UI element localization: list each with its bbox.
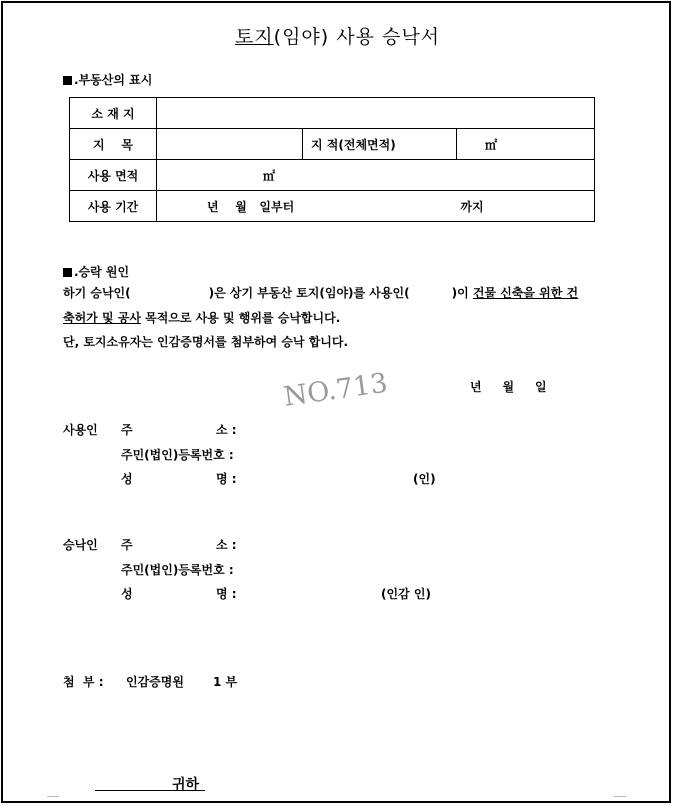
- grantor-seal: (인감 인): [381, 587, 431, 601]
- square-bullet-icon: [63, 268, 72, 277]
- use-area-unit: ㎡: [263, 168, 276, 183]
- section-heading-property: .부동산의 표시: [63, 71, 152, 88]
- attachment-label: 첨 부 :: [63, 675, 104, 689]
- attachment-item: 인감증명원: [126, 675, 184, 689]
- grantor-id-label: 주민(법인)등록번호 :: [121, 563, 234, 577]
- table-row: [70, 191, 595, 222]
- title-underlined: 토지: [234, 26, 274, 48]
- property-table: [69, 97, 595, 222]
- grantor-name-label-a: 성: [121, 587, 133, 601]
- grantor-address-label-a: 주: [121, 538, 133, 552]
- crop-mark: [614, 796, 626, 809]
- consent-text-line-2: 축허가 및 공사 목적으로 사용 및 행위를 승낙합니다.: [63, 311, 341, 325]
- location-label: 소 재 지: [70, 98, 157, 129]
- crop-mark: [47, 796, 59, 809]
- table-row: [70, 160, 595, 191]
- document-number-stamp: NO.713: [281, 367, 390, 413]
- use-period-value[interactable]: [157, 191, 595, 222]
- document-title: [0, 22, 675, 49]
- period-to: 까지: [460, 199, 484, 214]
- user-role-label: 사용인: [63, 423, 98, 437]
- table-row: [70, 129, 595, 160]
- date-line: 년 월 일: [470, 380, 547, 394]
- grantor-address-label-b: 소 :: [216, 538, 237, 552]
- title-rest: (임야) 사용 승낙서: [273, 26, 441, 48]
- use-area-label: 사용 면적: [70, 160, 157, 191]
- user-name-label-b: 명 :: [216, 472, 237, 486]
- consent-text-line-1: 하기 승낙인( )은 상기 부동산 토지(임야)를 사용인( )이 건물 신축을 위한 건: [63, 286, 579, 300]
- area-label: 지 적(전체면적): [303, 129, 457, 160]
- section-heading-reason: .승락 원인: [63, 263, 129, 280]
- user-id-label: 주민(법인)등록번호 :: [121, 448, 234, 462]
- square-bullet-icon: [63, 76, 72, 85]
- use-area-value[interactable]: [157, 160, 595, 191]
- land-category-label: 지 목: [70, 129, 157, 160]
- addressee-suffix: 귀하: [172, 777, 200, 793]
- user-name-label-a: 성: [121, 472, 133, 486]
- area-value[interactable]: [457, 129, 595, 160]
- grantor-name-label-b: 명 :: [216, 587, 237, 601]
- location-value[interactable]: [157, 98, 595, 129]
- period-from: 년 월 일부터: [207, 199, 295, 214]
- area-unit: ㎡: [485, 137, 498, 152]
- consent-text-line-3: 단, 토지소유자는 인감증명서를 첨부하여 승낙 합니다.: [63, 335, 349, 349]
- user-seal: (인): [413, 472, 436, 486]
- attachment-count: 1 부: [213, 675, 238, 689]
- land-category-value[interactable]: [157, 129, 303, 160]
- user-address-label-a: 주: [121, 423, 133, 437]
- use-period-label: 사용 기간: [70, 191, 157, 222]
- user-address-label-b: 소 :: [216, 423, 237, 437]
- grantor-role-label: 승낙인: [63, 538, 98, 552]
- table-row: [70, 98, 595, 129]
